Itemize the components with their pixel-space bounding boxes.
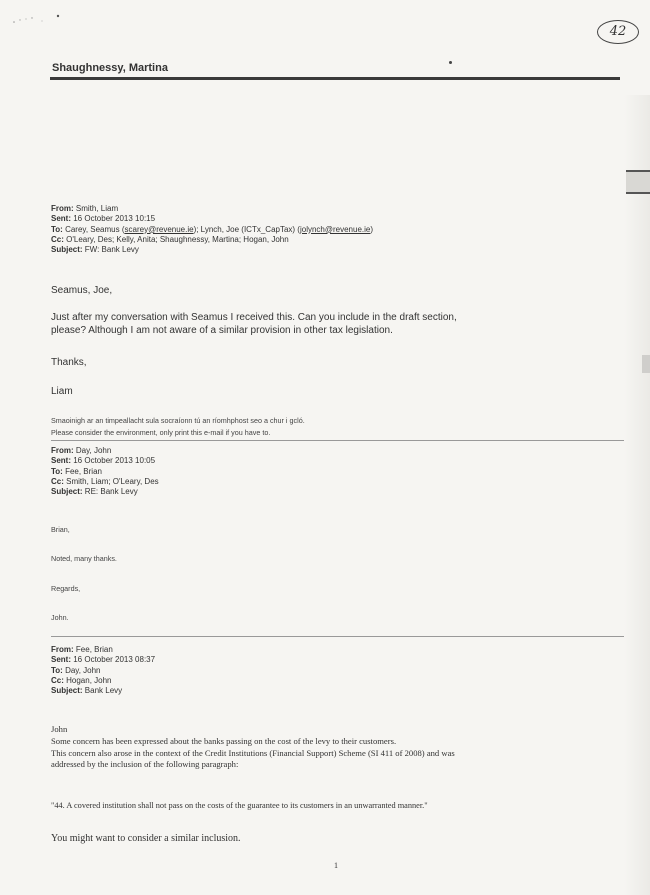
email1-from: Smith, Liam	[75, 204, 119, 213]
printout-owner: Shaughnessy, Martina	[52, 62, 168, 74]
email3-subject: Bank Levy	[84, 686, 123, 696]
environment-notice-english: Please consider the environment, only print this e-mail if you have to.	[51, 428, 271, 437]
email3-sent: 16 October 2013 08:37	[73, 655, 156, 665]
email2-subject: RE: Bank Levy	[84, 487, 138, 497]
email1-to: Carey, Seamus (scarey@revenue.ie); Lynch, Joe (ICTx_CapTax) (jolynch@revenue.ie)	[65, 224, 374, 234]
email3-cc: Hogan, John	[66, 675, 112, 685]
email3-closing: You might want to consider a similar inclusion.	[51, 833, 241, 844]
email2-body: Noted, many thanks.	[51, 554, 117, 563]
scan-edge	[624, 95, 650, 895]
email3-header: From: Fee, Brian Sent: 16 October 2013 08:37 To: Day, John Cc: Hogan, John Subject: Bank Levy	[51, 645, 156, 696]
header-rule	[50, 77, 620, 80]
email1-cc: O'Leary, Des; Kelly, Anita; Shaughnessy, Martina; Hogan, John	[66, 234, 289, 244]
email3-greeting: John	[51, 724, 68, 734]
page-number: 1	[334, 861, 338, 870]
email2-cc: Smith, Liam; O'Leary, Des	[66, 476, 159, 486]
email1-sent: 16 October 2013 10:15	[73, 214, 156, 224]
scan-dot	[449, 61, 452, 64]
email1-to-link-scarey[interactable]: scarey@revenue.ie	[124, 224, 194, 234]
email1-to-link-jolynch[interactable]: jolynch@revenue.ie	[299, 224, 371, 234]
email2-header: From: Day, John Sent: 16 October 2013 10:05 To: Fee, Brian Cc: Smith, Liam; O'Leary, Des Subject: RE: Bank Levy	[51, 446, 159, 497]
email2-regards: Regards,	[51, 584, 81, 593]
email1-thanks: Thanks,	[51, 357, 87, 368]
email1-greeting: Seamus, Joe,	[51, 285, 113, 296]
email1-header: From: Smith, Liam Sent: 16 October 2013 10:15 To: Carey, Seamus (scarey@revenue.ie); Lynch, Joe (ICTx_CapTax) (jolynch@revenue.ie) Cc: O'Leary, Des; Kelly, Anita; Shaughnessy, Martina; Hogan, John Subject: FW: Bank Levy	[51, 204, 374, 255]
email2-to: Fee, Brian	[65, 466, 102, 476]
email3-from: Fee, Brian	[75, 645, 113, 654]
environment-notice-irish: Smaoinigh ar an timpeallacht sula socraíonn tú an ríomhphost seo a chur i gcló.	[51, 416, 305, 425]
email1-signoff: Liam	[51, 386, 73, 397]
email3-to: Day, John	[65, 665, 101, 675]
email2-greeting: Brian,	[51, 525, 70, 534]
email2-signoff: John.	[51, 613, 69, 622]
email3-quote: "44. A covered institution shall not pass on the costs of the guarantee to its customers in an unwarranted manner."	[51, 801, 428, 810]
separator-2	[51, 636, 624, 637]
email1-subject: FW: Bank Levy	[84, 245, 139, 255]
scan-tab-mark-small	[642, 355, 650, 373]
email2-from: Day, John	[75, 446, 112, 455]
separator-1	[51, 440, 624, 441]
scan-specks	[8, 8, 68, 30]
page-marker: 42	[597, 20, 639, 44]
email3-body: Some concern has been expressed about the banks passing on the cost of the levy to their customers. This concern also arose in the context of the Credit Institutions (Financial Support) Scheme (SI 411 of 2008) and was addressed by the inclusion of the following paragraph:	[51, 736, 455, 769]
email1-paragraph: Just after my conversation with Seamus I received this. Can you include in the draft section, please? Although I am not aware of a similar provision in other tax legislation.	[51, 312, 457, 336]
email2-sent: 16 October 2013 10:05	[73, 456, 156, 466]
scan-tab-mark	[626, 170, 650, 194]
